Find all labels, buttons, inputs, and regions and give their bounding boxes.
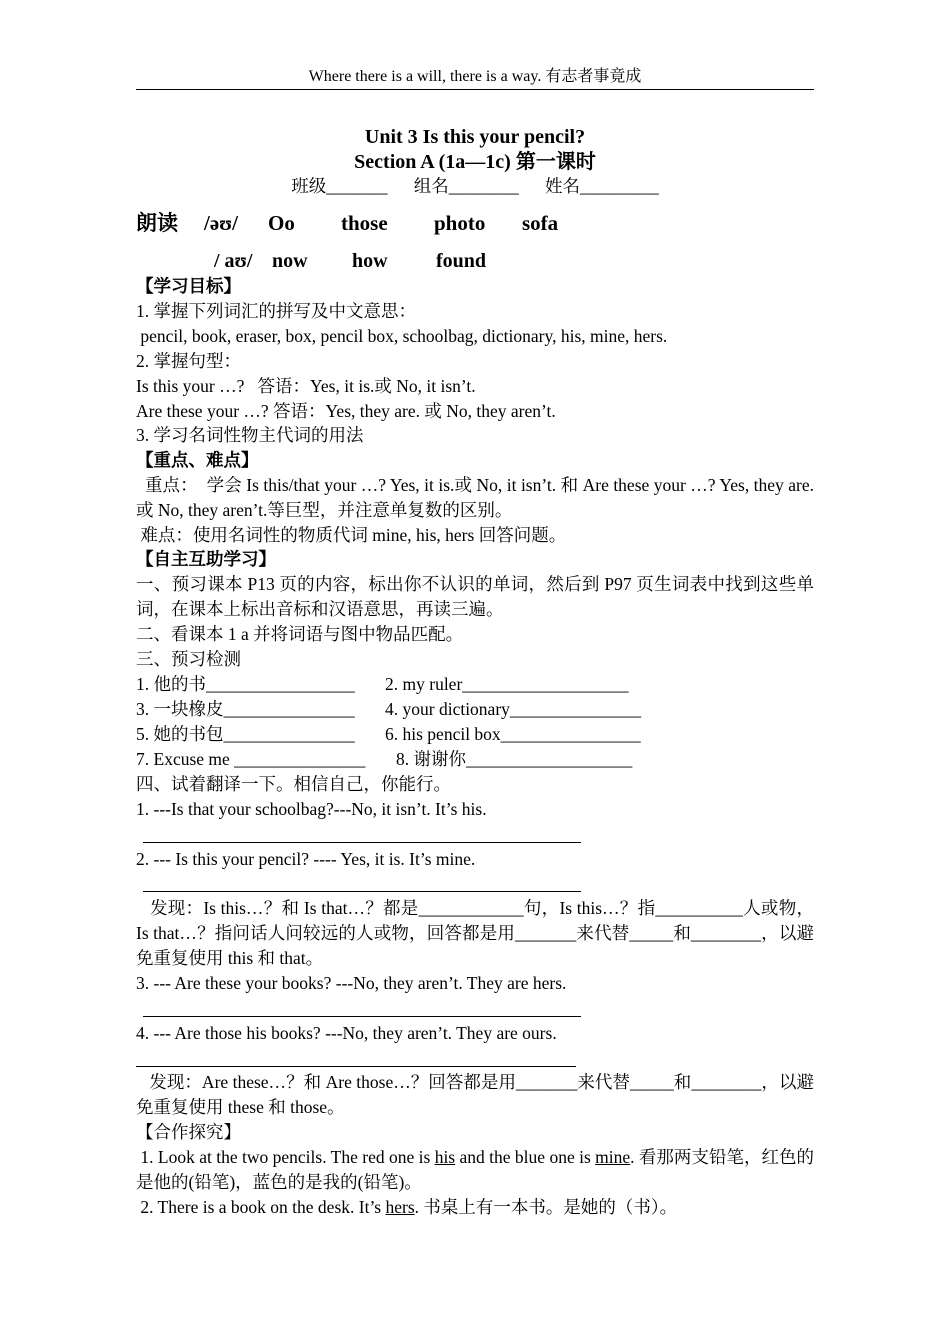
coop-heading: 【合作探究】 bbox=[136, 1122, 241, 1142]
coop-2-part-a: 2. There is a book on the desk. It’s bbox=[136, 1197, 386, 1217]
word-how: how bbox=[352, 250, 388, 272]
discovery-2: 发现：Are these…？和 Are those…？回答都是用_______来代替_____和________，以避免重复使用 these 和 those。 bbox=[136, 1072, 814, 1117]
goal-1: 1. 掌握下列词汇的拼写及中文意思： bbox=[136, 301, 416, 321]
difficulty-text: 难点：使用名词性的物质代词 mine, his, hers 回答问题。 bbox=[136, 525, 567, 545]
answer-line-1[interactable] bbox=[143, 842, 581, 843]
self-study-step-1: 一、预习课本 P13 页的内容，标出你不认识的单词，然后到 P97 页生词表中找到这些单词，在课本上标出音标和汉语意思，再读三遍。 bbox=[136, 574, 814, 619]
phonetic-au: / aʊ/ bbox=[214, 250, 253, 272]
keypoints-heading: 【重点、难点】 bbox=[136, 450, 259, 470]
check-item-1: 1. 他的书_________________ bbox=[136, 674, 355, 694]
translate-2: 2. --- Is this your pencil? ---- Yes, it is. It’s mine. bbox=[136, 849, 476, 869]
check-item-6: 6. his pencil box________________ bbox=[385, 724, 641, 744]
unit-title: Unit 3 Is this your pencil? bbox=[364, 126, 586, 148]
coop-1-part-a: 1. Look at the two pencils. The red one is bbox=[136, 1147, 435, 1167]
word-those: those bbox=[341, 211, 388, 235]
goal-2: 2. 掌握句型： bbox=[136, 351, 241, 371]
self-study-step-3: 三、预习检测 bbox=[136, 649, 241, 669]
word-photo: photo bbox=[434, 211, 486, 235]
self-study-step-4: 四、试着翻译一下。相信自己，你能行。 bbox=[136, 774, 451, 794]
goals-heading: 【学习目标】 bbox=[136, 276, 241, 296]
student-info-fields: 班级_______ 组名________ 姓名_________ bbox=[291, 176, 659, 196]
self-study-step-2: 二、看课本 1 a 并将词语与图中物品匹配。 bbox=[136, 624, 464, 644]
translate-3: 3. --- Are these your books? ---No, they aren’t. They are hers. bbox=[136, 973, 567, 993]
translate-1: 1. ---Is that your schoolbag?---No, it isn’t. It’s his. bbox=[136, 799, 487, 819]
goal-2-pattern-a: Is this your …? 答语：Yes, it is.或 No, it isn’t. bbox=[136, 376, 476, 396]
coop-2-underlined-hers: hers bbox=[385, 1197, 415, 1217]
phonetic-ou: /əʊ/ bbox=[204, 211, 238, 235]
answer-line-3[interactable] bbox=[143, 1016, 581, 1017]
answer-line-2[interactable] bbox=[143, 891, 581, 892]
goal-1-words: pencil, book, eraser, box, pencil box, schoolbag, dictionary, his, mine, hers. bbox=[136, 326, 668, 346]
word-oo: Oo bbox=[268, 211, 295, 235]
check-item-8: 8. 谢谢你___________________ bbox=[396, 749, 633, 769]
goal-2-pattern-b: Are these your …? 答语：Yes, they are. 或 No, they aren’t. bbox=[136, 401, 556, 421]
check-item-2: 2. my ruler___________________ bbox=[385, 674, 629, 694]
coop-2-part-b: . 书桌上有一本书。是她的（书）。 bbox=[414, 1197, 678, 1217]
focus-text: 重点： 学会 Is this/that your …? Yes, it is.或 No, it isn’t. 和 Are these your …? Yes, they are. 或 No, they aren’t.等巨型，并注意单复数的区别。 bbox=[136, 475, 819, 520]
header-rule bbox=[136, 89, 814, 90]
translate-4: 4. --- Are those his books? ---No, they aren’t. They are ours. bbox=[136, 1023, 557, 1043]
goal-3: 3. 学习名词性物主代词的用法 bbox=[136, 425, 364, 445]
answer-line-4[interactable] bbox=[136, 1066, 576, 1067]
section-title: Section A (1a—1c) 第一课时 bbox=[354, 151, 596, 173]
coop-1-part-c: . 看那两支铅笔，红色的是他的(铅笔)，蓝色的是我的(铅笔)。 bbox=[136, 1147, 815, 1192]
coop-1-part-b: and the blue one is bbox=[455, 1147, 596, 1167]
discovery-1: 发现：Is this…？和 Is that…？都是____________句，Is this…？指__________人或物，Is that…？指问话人问较远的人或物，回答都是用_______来代替_____和________，以避免重复使用 this 和 that。 bbox=[136, 898, 814, 968]
check-item-3: 3. 一块橡皮_______________ bbox=[136, 699, 355, 719]
coop-item-2 bbox=[136, 1195, 814, 1220]
word-found: found bbox=[436, 250, 487, 272]
coop-1-underlined-his: his bbox=[434, 1147, 456, 1167]
check-item-7: 7. Excuse me _______________ bbox=[136, 749, 366, 769]
check-item-5: 5. 她的书包_______________ bbox=[136, 724, 355, 744]
coop-1-underlined-mine: mine bbox=[595, 1147, 631, 1167]
coop-item-1 bbox=[136, 1145, 814, 1195]
word-sofa: sofa bbox=[522, 211, 559, 235]
reading-label: 朗读 bbox=[136, 211, 178, 235]
word-now: now bbox=[272, 250, 308, 272]
check-item-4: 4. your dictionary_______________ bbox=[385, 699, 642, 719]
header-motto: Where there is a will, there is a way. 有志者事竟成 bbox=[308, 68, 642, 85]
self-study-heading: 【自主互助学习】 bbox=[136, 549, 276, 569]
